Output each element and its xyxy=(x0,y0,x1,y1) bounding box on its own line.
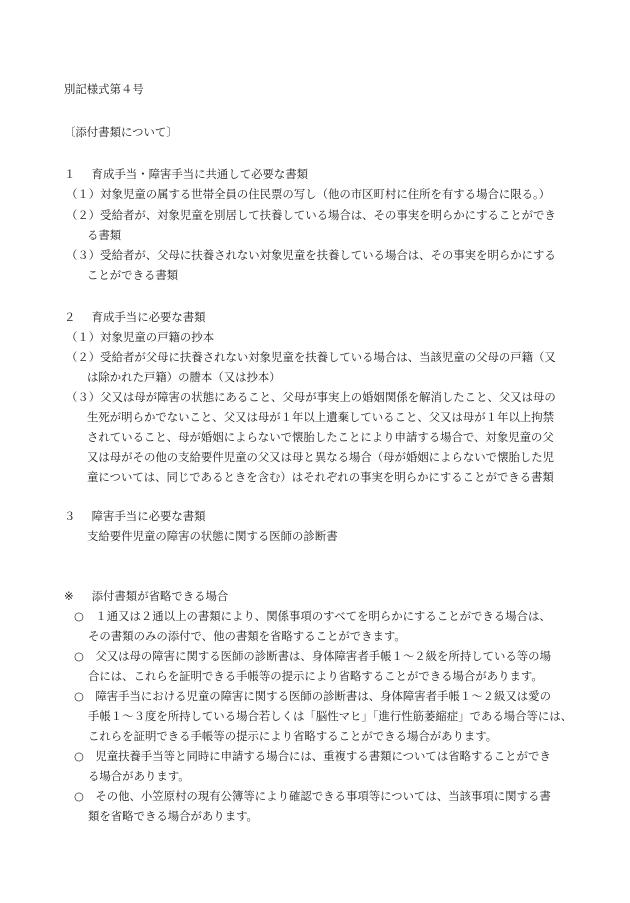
note-bullet2-line1: ○ 父又は母の障害に関する医師の診断書は、身体障害者手帳１～２級を所持している等の場 xyxy=(74,649,551,663)
section2-item3-line4: 又は母がその他の支給要件児童の父又は母と異なる場合（母が婚姻によらないで懐胎した児 xyxy=(87,450,555,464)
section2-number: ２ xyxy=(64,310,76,324)
section3-number: ３ xyxy=(64,509,76,523)
section3-body: 支給要件児童の障害の状態に関する医師の診断書 xyxy=(87,529,338,543)
section2-item3-line5: 童については、同じであるときを含む）はそれぞれの事実を明らかにすることができる書類 xyxy=(87,470,554,484)
note-bullet1-line1: ○ １通又は２通以上の書類により、関係事項のすべてを明らかにすることができる場合は、 xyxy=(74,609,551,623)
note-bullet4-line2: る場合があります。 xyxy=(88,769,190,783)
note-bullet3-line2: 手帳１～３度を所持している場合若しくは「脳性マヒ」「進行性筋萎縮症」である場合等には、 xyxy=(88,709,573,723)
section1-item2-line2: る書類 xyxy=(87,228,122,242)
note-heading xyxy=(64,589,228,603)
note-bullet2-line2: 合には、これらを証明できる手帳等の提示により省略することができる場合があります。 xyxy=(88,669,543,683)
section2-heading xyxy=(64,310,206,324)
form-label: 別記様式第４号 xyxy=(64,82,144,96)
section1-heading xyxy=(64,167,308,181)
section2-item2-line2: は除かれた戸籍）の謄本（又は抄本） xyxy=(87,370,281,384)
section1-item3-line2: ことができる書類 xyxy=(87,268,179,282)
section1-item1-line1: （１）対象児童の属する世帯全員の住民票の写し（他の市区町村に住所を有する場合に限る。） xyxy=(66,187,551,201)
note-bullet3-line1: ○ 障害手当における児童の障害に関する医師の診断書は、身体障害者手帳１～２級又は愛の xyxy=(74,689,551,703)
section2-title: 育成手当に必要な書類 xyxy=(91,310,206,324)
section2-item3-line3: されていること、母が婚姻によらないで懐胎したことにより申請する場合で、対象児童の父 xyxy=(87,430,554,444)
section1-item3-line1: （３）受給者が、父母に扶養されない対象児童を扶養している場合は、その事実を明らかにする xyxy=(66,248,556,262)
section2-item2-line1: （２）受給者が父母に扶養されない対象児童を扶養している場合は、当該児童の父母の戸籍（又 xyxy=(66,350,556,364)
note-title: 添付書類が省略できる場合 xyxy=(91,589,229,603)
section2-item1-line1: （１）対象児童の戸籍の抄本 xyxy=(66,330,215,344)
note-bullet3-line3: これらを証明できる手帳等の提示により省略することができる場合があります。 xyxy=(88,729,498,743)
note-bullet5-line2: 類を省略できる場合があります。 xyxy=(88,809,258,823)
section1-item2-line1: （２）受給者が、対象児童を別居して扶養している場合は、その事実を明らかにすることができ xyxy=(66,208,556,222)
note-bullet4-line1: ○ 児童扶養手当等と同時に申請する場合には、重複する書類については省略することができ xyxy=(74,749,551,763)
section3-title: 障害手当に必要な書類 xyxy=(91,509,206,523)
section1-title: 育成手当・障害手当に共通して必要な書類 xyxy=(91,167,309,181)
note-bullet1-line2: その書類のみの添付で、他の書類を省略することができます。 xyxy=(88,629,406,643)
attachment-heading: 〔添付書類について〕 xyxy=(64,125,178,139)
section2-item3-line1: （３）父又は母が障害の状態にあること、父母が事実上の婚姻関係を解消したこと、父又は母の xyxy=(66,390,556,404)
section1-number: １ xyxy=(64,167,76,181)
note-bullet5-line1: ○ その他、小笠原村の現有公簿等により確認できる事項等については、当該事項に関する書 xyxy=(74,789,551,803)
section3-heading xyxy=(64,509,206,523)
section2-item3-line2: 生死が明らかでないこと、父又は母が１年以上遺棄していること、父又は母が１年以上拘禁 xyxy=(87,410,555,424)
note-mark: ※ xyxy=(64,589,74,603)
